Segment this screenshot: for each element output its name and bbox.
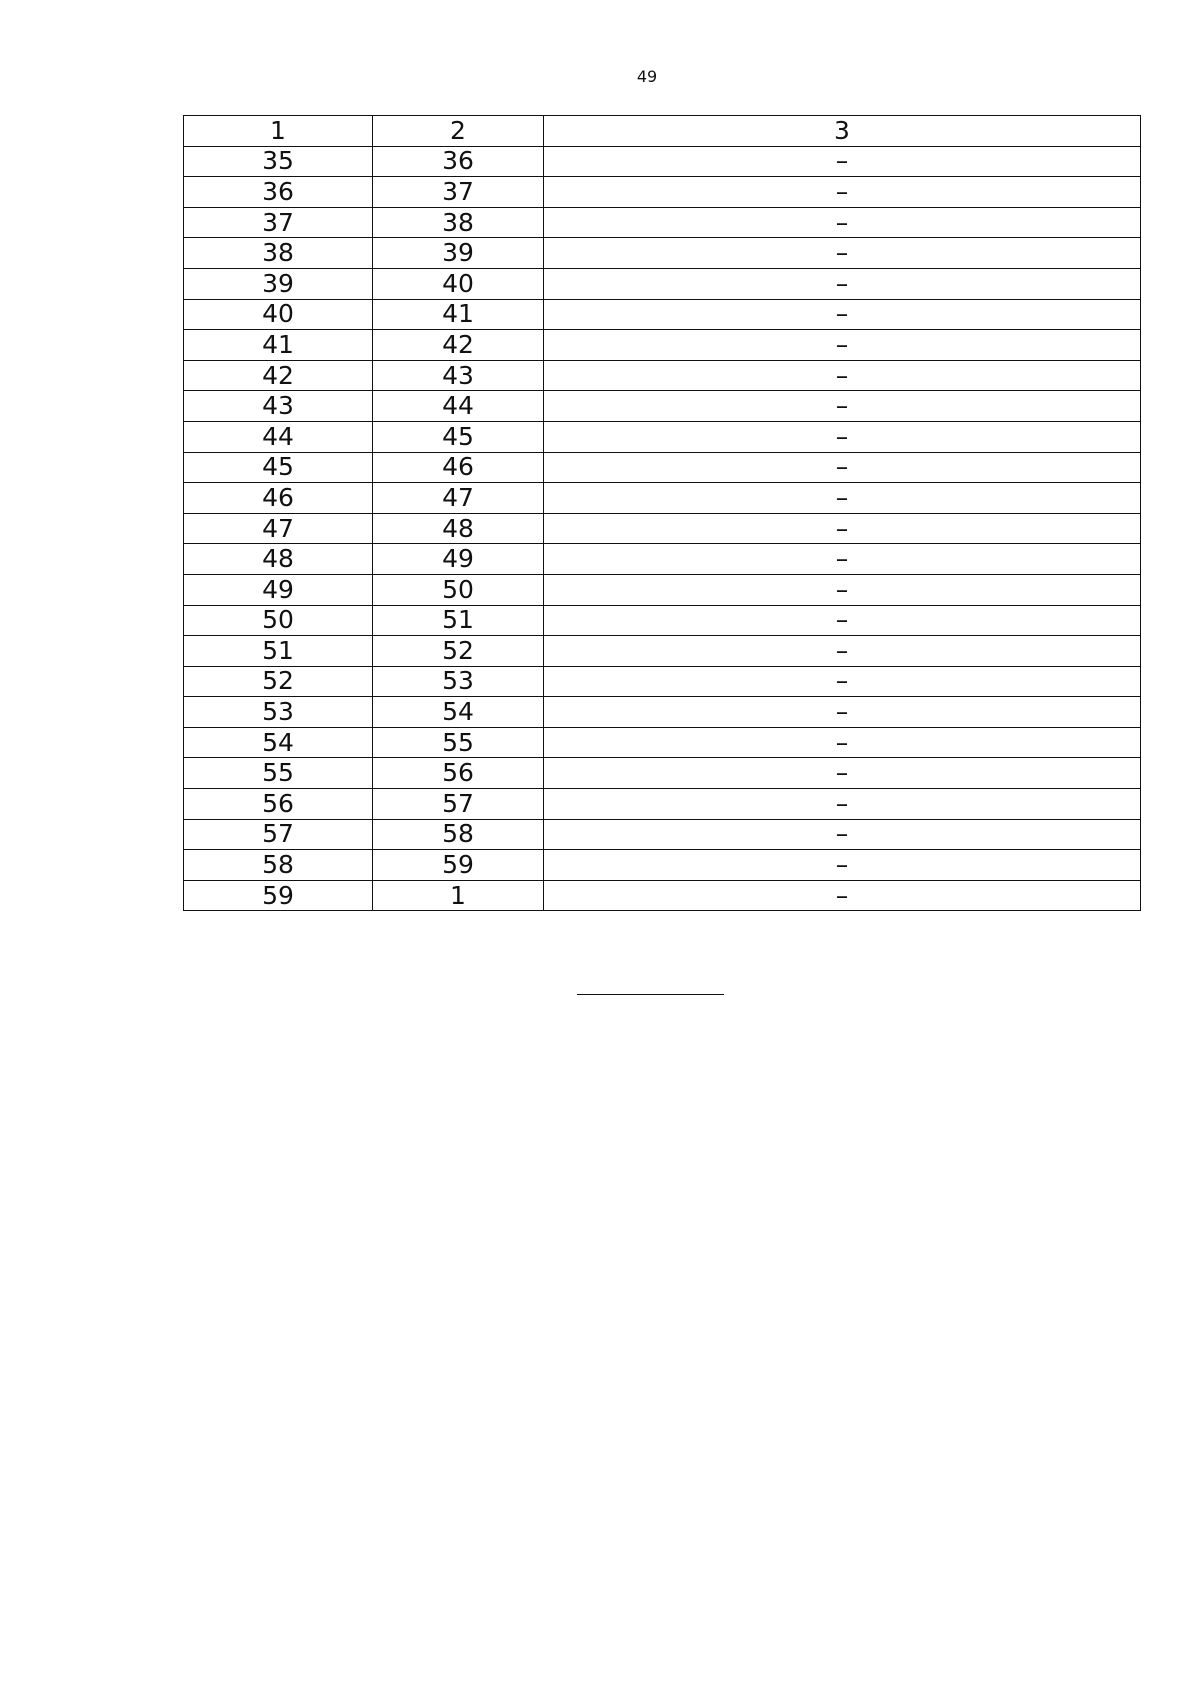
table-body bbox=[184, 116, 1141, 911]
table-cell: – bbox=[544, 605, 1141, 636]
data-table bbox=[183, 115, 1141, 911]
table-cell: – bbox=[544, 483, 1141, 514]
table-row bbox=[184, 268, 1141, 299]
table-row bbox=[184, 850, 1141, 881]
table-cell: – bbox=[544, 207, 1141, 238]
table-row bbox=[184, 636, 1141, 667]
table-cell: 49 bbox=[373, 544, 544, 575]
table-cell: 40 bbox=[373, 268, 544, 299]
table-row bbox=[184, 391, 1141, 422]
end-of-text-rule bbox=[577, 994, 724, 995]
table-cell: 44 bbox=[373, 391, 544, 422]
table-cell: 45 bbox=[373, 421, 544, 452]
table-cell: – bbox=[544, 268, 1141, 299]
table-cell: – bbox=[544, 544, 1141, 575]
table-cell: 39 bbox=[184, 268, 373, 299]
table-row bbox=[184, 697, 1141, 728]
table-cell: 42 bbox=[373, 330, 544, 361]
table-cell: – bbox=[544, 238, 1141, 269]
table-cell: 1 bbox=[373, 880, 544, 911]
table-cell: – bbox=[544, 330, 1141, 361]
column-number-cell: 1 bbox=[184, 116, 373, 147]
table-row bbox=[184, 421, 1141, 452]
table-cell: 54 bbox=[373, 697, 544, 728]
table-row bbox=[184, 360, 1141, 391]
table-cell: 50 bbox=[373, 574, 544, 605]
table-row bbox=[184, 452, 1141, 483]
table-row bbox=[184, 238, 1141, 269]
table-cell: 52 bbox=[373, 636, 544, 667]
table-cell: – bbox=[544, 789, 1141, 820]
table-row bbox=[184, 666, 1141, 697]
table-cell: – bbox=[544, 513, 1141, 544]
table-cell: – bbox=[544, 727, 1141, 758]
table-cell: – bbox=[544, 819, 1141, 850]
table-cell: 53 bbox=[184, 697, 373, 728]
table-cell: – bbox=[544, 146, 1141, 177]
table-row bbox=[184, 146, 1141, 177]
table-cell: – bbox=[544, 758, 1141, 789]
table-cell: 51 bbox=[373, 605, 544, 636]
table-cell: 36 bbox=[184, 177, 373, 208]
table-cell: 48 bbox=[184, 544, 373, 575]
table-row bbox=[184, 544, 1141, 575]
table-cell: – bbox=[544, 452, 1141, 483]
table-cell: 35 bbox=[184, 146, 373, 177]
table-row bbox=[184, 483, 1141, 514]
table-cell: 58 bbox=[373, 819, 544, 850]
table-cell: 47 bbox=[184, 513, 373, 544]
table-row bbox=[184, 819, 1141, 850]
table-cell: 59 bbox=[373, 850, 544, 881]
table-cell: 56 bbox=[184, 789, 373, 820]
table-row bbox=[184, 727, 1141, 758]
table-cell: – bbox=[544, 666, 1141, 697]
column-number-cell: 3 bbox=[544, 116, 1141, 147]
table-cell: 53 bbox=[373, 666, 544, 697]
table-cell: 40 bbox=[184, 299, 373, 330]
table-cell: 37 bbox=[184, 207, 373, 238]
table-cell: – bbox=[544, 697, 1141, 728]
table-cell: 46 bbox=[184, 483, 373, 514]
page-number: 49 bbox=[636, 67, 658, 86]
table-cell: 55 bbox=[184, 758, 373, 789]
table-row bbox=[184, 605, 1141, 636]
table-cell: 42 bbox=[184, 360, 373, 391]
table-cell: 55 bbox=[373, 727, 544, 758]
table-cell: 59 bbox=[184, 880, 373, 911]
table-cell: – bbox=[544, 360, 1141, 391]
table-cell: 58 bbox=[184, 850, 373, 881]
table-cell: – bbox=[544, 299, 1141, 330]
table-cell: 45 bbox=[184, 452, 373, 483]
table-header-row bbox=[184, 116, 1141, 147]
column-number-cell: 2 bbox=[373, 116, 544, 147]
table-cell: 38 bbox=[373, 207, 544, 238]
table-row bbox=[184, 758, 1141, 789]
table-cell: – bbox=[544, 177, 1141, 208]
table-cell: 51 bbox=[184, 636, 373, 667]
table-cell: – bbox=[544, 850, 1141, 881]
table-cell: 56 bbox=[373, 758, 544, 789]
table-cell: 43 bbox=[184, 391, 373, 422]
table-cell: 41 bbox=[373, 299, 544, 330]
table-cell: 57 bbox=[184, 819, 373, 850]
table-row bbox=[184, 789, 1141, 820]
table-cell: – bbox=[544, 880, 1141, 911]
table-cell: 48 bbox=[373, 513, 544, 544]
table-row bbox=[184, 880, 1141, 911]
table-cell: 47 bbox=[373, 483, 544, 514]
table-cell: 54 bbox=[184, 727, 373, 758]
table-cell: – bbox=[544, 574, 1141, 605]
table-cell: 44 bbox=[184, 421, 373, 452]
table-cell: 43 bbox=[373, 360, 544, 391]
table-row bbox=[184, 513, 1141, 544]
table-cell: 46 bbox=[373, 452, 544, 483]
table-row bbox=[184, 574, 1141, 605]
table-cell: 49 bbox=[184, 574, 373, 605]
table-cell: 50 bbox=[184, 605, 373, 636]
table-cell: – bbox=[544, 636, 1141, 667]
table-cell: – bbox=[544, 421, 1141, 452]
table-cell: – bbox=[544, 391, 1141, 422]
table-cell: 37 bbox=[373, 177, 544, 208]
table-cell: 41 bbox=[184, 330, 373, 361]
table-cell: 36 bbox=[373, 146, 544, 177]
table-cell: 57 bbox=[373, 789, 544, 820]
table-row bbox=[184, 330, 1141, 361]
table-row bbox=[184, 299, 1141, 330]
table-cell: 38 bbox=[184, 238, 373, 269]
table-row bbox=[184, 207, 1141, 238]
table-row bbox=[184, 177, 1141, 208]
table-cell: 52 bbox=[184, 666, 373, 697]
table-cell: 39 bbox=[373, 238, 544, 269]
